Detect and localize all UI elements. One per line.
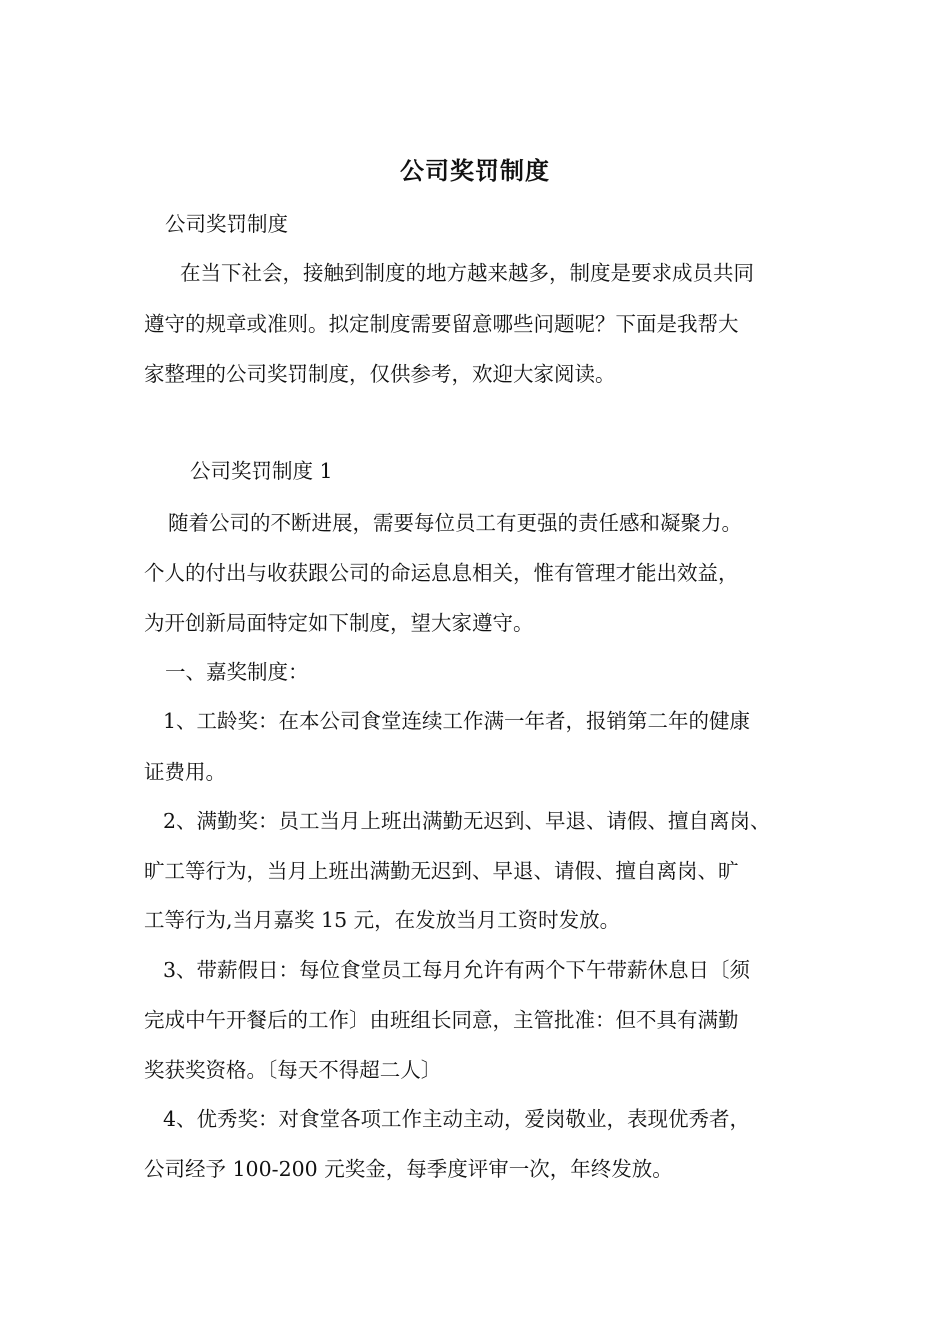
item-3-line-2: 完成中午开餐后的工作〕由班组长同意，主管批准：但不具有满勤 [144,1008,739,1032]
section-heading: 公司奖罚制度 1 [190,459,333,483]
document-title: 公司奖罚制度 [400,156,550,185]
item-2-line-1: 2、满勤奖：员工当月上班出满勤无迟到、早退、请假、擅自离岗、 [163,809,771,833]
subtitle-line: 公司奖罚制度 [165,212,288,236]
intro-line-2: 遵守的规章或准则。拟定制度需要留意哪些问题呢？下面是我帮大 [144,312,739,336]
intro-line-3: 家整理的公司奖罚制度，仅供参考，欢迎大家阅读。 [144,362,616,386]
item-3-line-3: 奖获奖资格。〔每天不得超二人〕 [144,1058,442,1082]
item-1-line-1: 1、工龄奖：在本公司食堂连续工作满一年者，报销第二年的健康 [163,709,751,733]
item-1-line-2: 证费用。 [144,760,226,784]
paragraph-line-1: 随着公司的不断进展，需要每位员工有更强的责任感和凝聚力。 [168,511,742,535]
reward-heading: 一、嘉奖制度： [165,660,309,684]
intro-line-1: 在当下社会，接触到制度的地方越来越多，制度是要求成员共同 [180,261,754,285]
item-2-line-3: 工等行为,当月嘉奖 15 元，在发放当月工资时发放。 [144,908,621,932]
paragraph-line-2: 个人的付出与收获跟公司的命运息息相关，惟有管理才能出效益， [144,561,739,585]
item-4-line-1: 4、优秀奖：对食堂各项工作主动主动，爱岗敬业，表现优秀者， [163,1107,751,1131]
item-2-line-2: 旷工等行为，当月上班出满勤无迟到、早退、请假、擅自离岗、旷 [144,859,739,883]
paragraph-line-3: 为开创新局面特定如下制度，望大家遵守。 [144,611,534,635]
item-3-line-1: 3、带薪假日：每位食堂员工每月允许有两个下午带薪休息日〔须 [163,958,751,982]
item-4-line-2: 公司经予 100-200 元奖金，每季度评审一次，年终发放。 [144,1157,673,1181]
